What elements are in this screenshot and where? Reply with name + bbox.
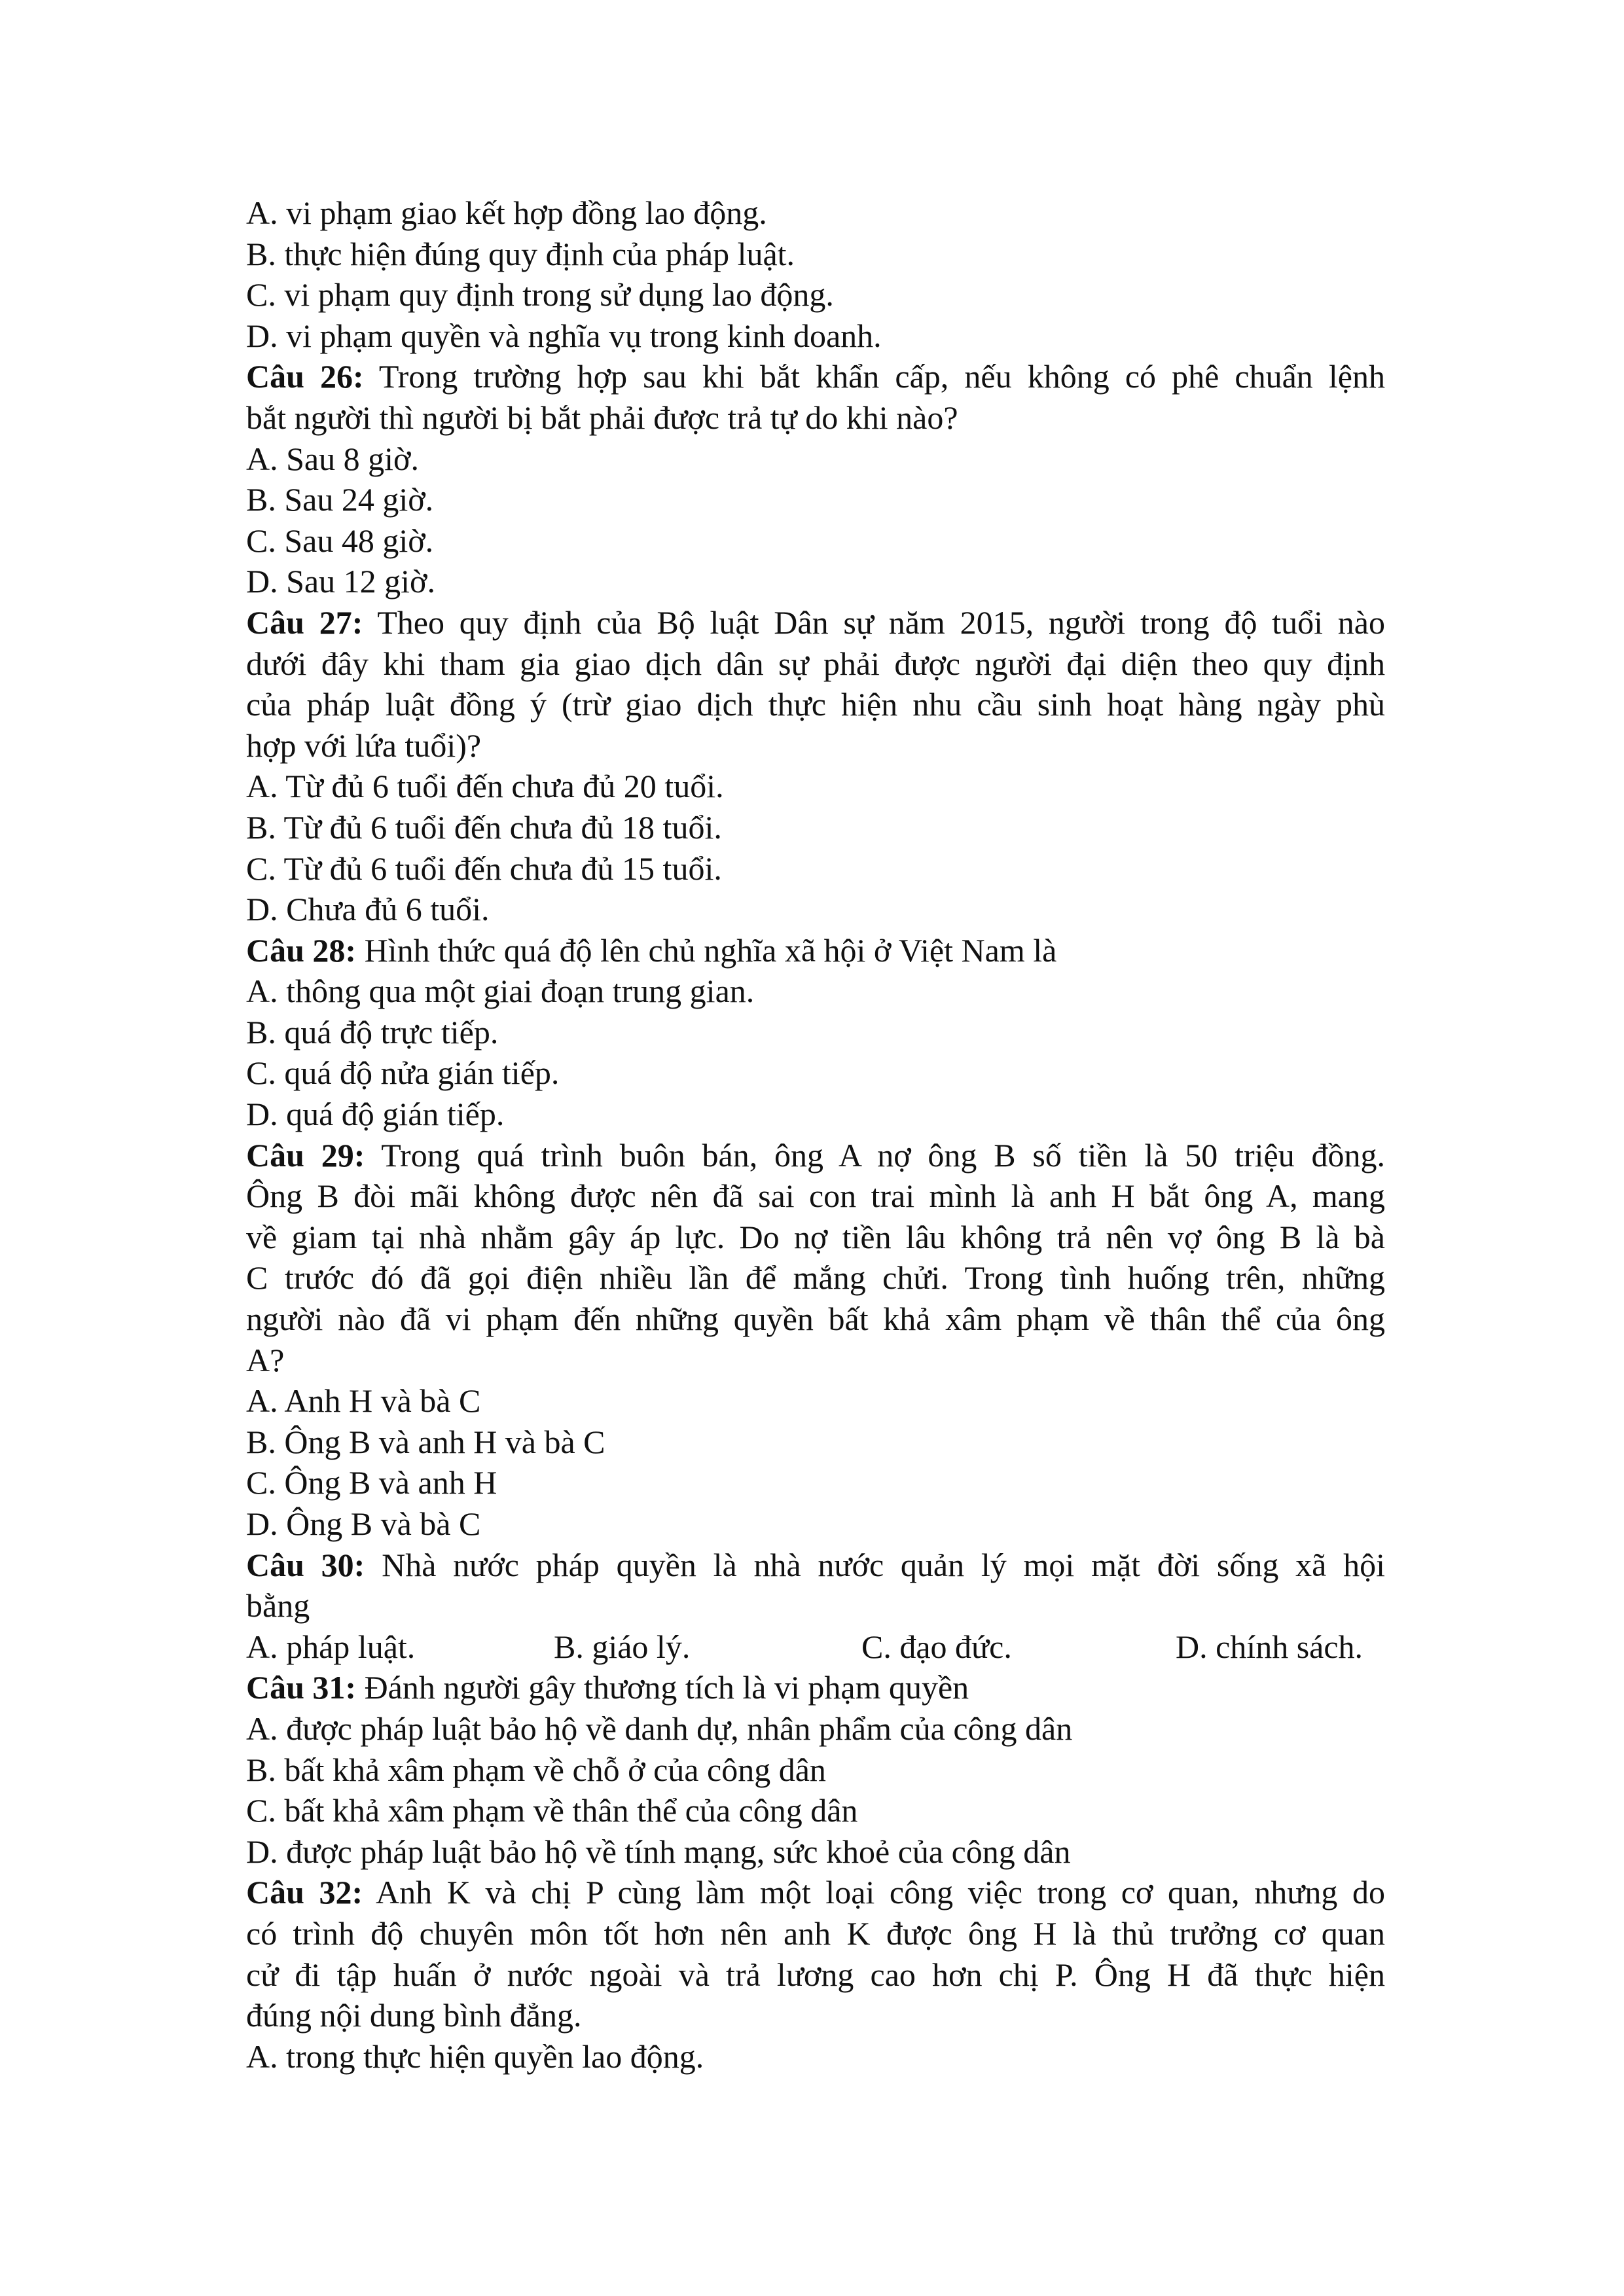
option-line: D. quá độ gián tiếp. (246, 1096, 505, 1133)
option-line: A. được pháp luật bảo hộ về danh dự, nhân phẩm của công dân (246, 1710, 1073, 1747)
question-text: Ông B đòi mãi không được nên đã sai con trai mình là anh H bắt ông A, mang (246, 1177, 1385, 1215)
question-text: đúng nội dung bình đẳng. (246, 1997, 582, 2034)
question-label: Câu 26: (246, 358, 364, 395)
question-text: bắt người thì người bị bắt phải được trả tự do khi nào? (246, 399, 958, 436)
option-a: A. pháp luật. (246, 1628, 416, 1665)
option-d: D. chính sách. (1176, 1628, 1363, 1665)
option-line: B. Từ đủ 6 tuổi đến chưa đủ 18 tuổi. (246, 808, 722, 846)
option-line: A. thông qua một giai đoạn trung gian. (246, 973, 755, 1010)
option-line: C. Ông B và anh H (246, 1464, 497, 1501)
question-text: Anh K và chị P cùng làm một loại công việc trong cơ quan, nhưng do (363, 1874, 1385, 1911)
option-line: B. quá độ trực tiếp. (246, 1013, 499, 1050)
question-label: Câu 28: (246, 931, 357, 969)
question-27-stem (246, 602, 1385, 643)
option-line: A. vi phạm giao kết hợp đồng lao động. (246, 194, 767, 231)
question-label: Câu 32: (246, 1874, 363, 1911)
question-label: Câu 29: (246, 1136, 365, 1174)
option-line: D. vi phạm quyền và nghĩa vụ trong kinh doanh. (246, 317, 882, 354)
option-line: D. Sau 12 giờ. (246, 563, 435, 600)
question-text: A? (246, 1341, 285, 1378)
option-line: D. được pháp luật bảo hộ về tính mạng, sức khoẻ của công dân (246, 1833, 1071, 1870)
question-32-stem (246, 1872, 1385, 1913)
question-30-stem (246, 1545, 1385, 1586)
option-line: A. Anh H và bà C (246, 1382, 481, 1420)
question-text: Đánh người gây thương tích là vi phạm quyền (356, 1669, 969, 1706)
question-text: Hình thức quá độ lên chủ nghĩa xã hội ở Việt Nam là (356, 931, 1057, 969)
question-text: cử đi tập huấn ở nước ngoài và trả lương cao hơn chị P. Ông H đã thực hiện (246, 1956, 1385, 1993)
option-line: A. trong thực hiện quyền lao động. (246, 2037, 704, 2075)
option-line: D. Chưa đủ 6 tuổi. (246, 891, 490, 928)
option-line: C. quá độ nửa gián tiếp. (246, 1054, 560, 1092)
question-text: Trong trường hợp sau khi bắt khẩn cấp, nếu không có phê chuẩn lệnh (363, 358, 1385, 395)
question-text: có trình độ chuyên môn tốt hơn nên anh K được ông H là thủ trưởng cơ quan (246, 1914, 1385, 1952)
option-line: A. Sau 8 giờ. (246, 440, 419, 477)
option-line: B. Ông B và anh H và bà C (246, 1423, 605, 1460)
question-label: Câu 27: (246, 603, 363, 641)
option-line: C. Từ đủ 6 tuổi đến chưa đủ 15 tuổi. (246, 850, 722, 887)
question-text: bằng (246, 1587, 310, 1624)
question-text: dưới đây khi tham gia giao dịch dân sự phải được người đại diện theo quy định (246, 645, 1385, 682)
option-row (246, 1626, 1385, 1668)
question-text: Nhà nước pháp quyền là nhà nước quản lý mọi mặt đời sống xã hội (365, 1546, 1385, 1583)
question-text: hợp với lứa tuổi)? (246, 726, 482, 764)
option-line: B. bất khả xâm phạm về chỗ ở của công dân (246, 1751, 826, 1788)
option-line: B. thực hiện đúng quy định của pháp luật. (246, 235, 795, 272)
question-29-stem (246, 1135, 1385, 1176)
question-28-stem (246, 930, 1385, 971)
option-c: C. đạo đức. (861, 1628, 1012, 1665)
question-31-stem (246, 1667, 1385, 1708)
option-line: A. Từ đủ 6 tuổi đến chưa đủ 20 tuổi. (246, 768, 724, 805)
question-26-stem (246, 356, 1385, 397)
option-b: B. giáo lý. (554, 1628, 691, 1665)
question-text: về giam tại nhà nhằm gây áp lực. Do nợ tiền lâu không trả nên vợ ông B là bà (246, 1218, 1385, 1255)
option-line: C. Sau 48 giờ. (246, 522, 434, 559)
option-line: C. bất khả xâm phạm về thân thể của công dân (246, 1792, 858, 1829)
question-text: của pháp luật đồng ý (trừ giao dịch thực hiện nhu cầu sinh hoạt hàng ngày phù (246, 686, 1385, 723)
question-label: Câu 31: (246, 1669, 357, 1706)
question-text: Trong quá trình buôn bán, ông A nợ ông B số tiền là 50 triệu đồng. (365, 1136, 1385, 1174)
option-line: D. Ông B và bà C (246, 1505, 481, 1542)
exam-page (246, 192, 1385, 2077)
question-text: người nào đã vi phạm đến những quyền bất khả xâm phạm về thân thể của ông (246, 1300, 1385, 1338)
option-line: B. Sau 24 giờ. (246, 481, 434, 518)
question-text: Theo quy định của Bộ luật Dân sự năm 2015, người trong độ tuổi nào (363, 603, 1385, 641)
question-label: Câu 30: (246, 1546, 365, 1583)
question-text: C trước đó đã gọi điện nhiều lần để mắng chửi. Trong tình huống trên, những (246, 1259, 1385, 1297)
option-line: C. vi phạm quy định trong sử dụng lao động. (246, 276, 834, 314)
